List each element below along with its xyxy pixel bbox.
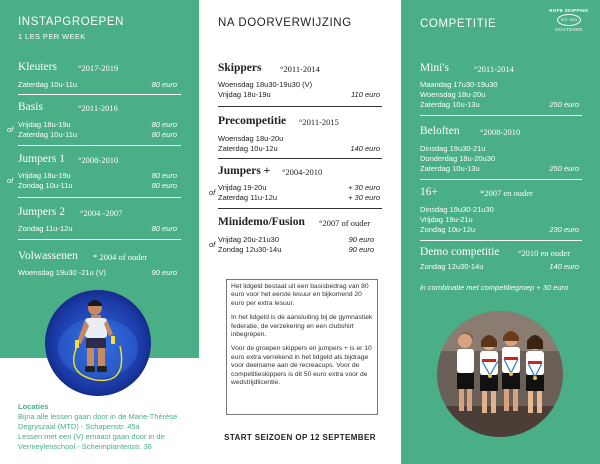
section-title-jumpers-2: Jumpers 2 (18, 206, 65, 218)
schedule-row: Vrijdag 18u-19u 110 euro (218, 90, 380, 99)
schedule-row: Woensdag 18u-20u (218, 134, 284, 143)
divider (218, 106, 382, 107)
or-label: of (7, 125, 14, 134)
location-line: Bijna alle lessen gaan door in de Marie-Thérèse (18, 412, 178, 421)
info-paragraph: In het lidgeld is de aansluiting bij de gymnastiek federatie, de verzekering en een clubshirt inbegrepen. (231, 314, 373, 339)
left-subheader: 1 LES PER WEEK (18, 32, 86, 41)
section-year-jumpers-1: °2008-2010 (78, 155, 119, 165)
location-line: Lessen met een (V) ernaast gaan door in de (18, 432, 165, 441)
schedule-row: Vrijdag 18u-19u 80 euro (18, 120, 177, 129)
schedule-row: Zondag 12u30-14u 140 euro (420, 262, 579, 271)
info-paragraph: Voor de groepen skippers en jumpers + is er 10 euro extra verrekend in het lidgeld als bijdrage voor deelname aan de recreacups. Voor de competitieskippers is dit 50 euro extra voor de wedstrijdlicentie. (231, 345, 372, 387)
section-year-minis: °2011-2014 (474, 64, 514, 74)
section-title-minis: Mini's (420, 62, 449, 74)
divider (218, 208, 382, 209)
section-title-minidemo: Minidemo/Fusion (218, 216, 305, 228)
jumper-photo (45, 290, 151, 396)
combination-note: in combinatie met competitiegroep + 30 euro (420, 283, 569, 292)
schedule-row: Woensdag 18u-20u (420, 90, 486, 99)
schedule-row: Dinsdag 19u30-21u30 (420, 205, 494, 214)
schedule-row: Zondag 10u-11u 80 euro (18, 181, 177, 190)
schedule-row: Vrijdag 20u-21u30 90 euro (218, 235, 374, 244)
section-title-demo-competitie: Demo competitie (420, 246, 500, 258)
membership-info-box (226, 279, 378, 415)
divider (18, 197, 181, 198)
schedule-row: Dinsdag 19u30-21u (420, 144, 486, 153)
schedule-row: Zaterdag 10u-13u 250 euro (420, 100, 579, 109)
or-label: of (7, 176, 14, 185)
locations-title: Locaties (18, 402, 49, 411)
divider (18, 145, 181, 146)
section-year-beloften: °2008-2010 (480, 127, 521, 137)
schedule-row: Vrijdag 19u-21u (420, 215, 473, 224)
section-year-basis: °2011-2016 (78, 103, 118, 113)
divider (18, 239, 181, 240)
schedule-row: Zondag 10u-12u 230 euro (420, 225, 579, 234)
season-start: START SEIZOEN OP 12 SEPTEMBER (224, 433, 376, 442)
section-year-jumpers-2: °2004 -2007 (80, 208, 123, 218)
schedule-row: Zondag 11u-12u 80 euro (18, 224, 177, 233)
divider (218, 158, 382, 159)
schedule-row: Vrijdag 18u-19u 80 euro (18, 171, 177, 180)
club-logo: ROPE SKIPPING EST. 2003 OOSTENDE (549, 8, 589, 32)
divider (18, 94, 181, 95)
section-year-minidemo: °2007 of ouder (319, 218, 371, 228)
schedule-row: Zaterdag 10u-13u 250 euro (420, 164, 579, 173)
or-label: of (209, 188, 216, 197)
section-year-kleuters: °2017-2019 (78, 63, 119, 73)
section-title-jumpers-plus: Jumpers + (218, 165, 271, 177)
team-photo (437, 311, 563, 437)
schedule-row: Woensdag 19u30 -21u (V) 90 euro (18, 268, 177, 277)
section-year-demo-competitie: °2010 en ouder (518, 248, 571, 258)
or-label: of (209, 240, 216, 249)
location-line: Degryszaal (MTD) - Schapenstr. 45a (18, 422, 140, 431)
info-paragraph: Het lidgeld bestaat uit een basisbedrag van 80 euro voor het eerste lesuur en bijkomend 20 euro per extra lesuur. (231, 283, 369, 307)
section-title-beloften: Beloften (420, 125, 460, 137)
middle-header: NA DOORVERWIJZING (218, 17, 352, 29)
schedule-row: Donderdag 18u-20u30 (420, 154, 496, 163)
section-year-skippers: °2011-2014 (280, 64, 320, 74)
schedule-row: Zaterdag 10u-12u 140 euro (218, 144, 380, 153)
section-title-kleuters: Kleuters (18, 61, 57, 73)
schedule-row: Zaterdag 10u-11u 80 euro (18, 130, 177, 139)
section-title-skippers: Skippers (218, 62, 262, 74)
section-title-volwassenen: Volwassenen (18, 250, 78, 262)
schedule-row: Woensdag 18u30-19u30 (V) (218, 80, 313, 89)
section-title-basis: Basis (18, 101, 43, 113)
section-year-precompetitie: °2011-2015 (299, 117, 339, 127)
schedule-row: Zaterdag 10u-11u 80 euro (18, 80, 177, 89)
schedule-row: Vrijdag 19-20u + 30 euro (218, 183, 380, 192)
section-title-precompetitie: Precompetitie (218, 115, 287, 127)
right-header: COMPETITIE (420, 18, 497, 30)
divider (420, 179, 582, 180)
section-title-16-plus: 16+ (420, 186, 438, 198)
section-title-jumpers-1: Jumpers 1 (18, 153, 65, 165)
left-header: INSTAPGROEPEN (18, 16, 124, 28)
schedule-row: Zaterdag 11u-12u + 30 euro (218, 193, 380, 202)
schedule-row: Zondag 12u30-14u 90 euro (218, 245, 374, 254)
section-year-jumpers-plus: °2004-2010 (282, 167, 323, 177)
divider (420, 115, 582, 116)
schedule-row: Maandag 17u30-19u30 (420, 80, 498, 89)
divider (420, 240, 582, 241)
section-year-16-plus: *2007 en ouder (480, 188, 533, 198)
location-line: Vermeylenschool - Scheimplantenstr. 36 (18, 442, 152, 451)
section-year-volwassenen: * 2004 of ouder (93, 252, 148, 262)
